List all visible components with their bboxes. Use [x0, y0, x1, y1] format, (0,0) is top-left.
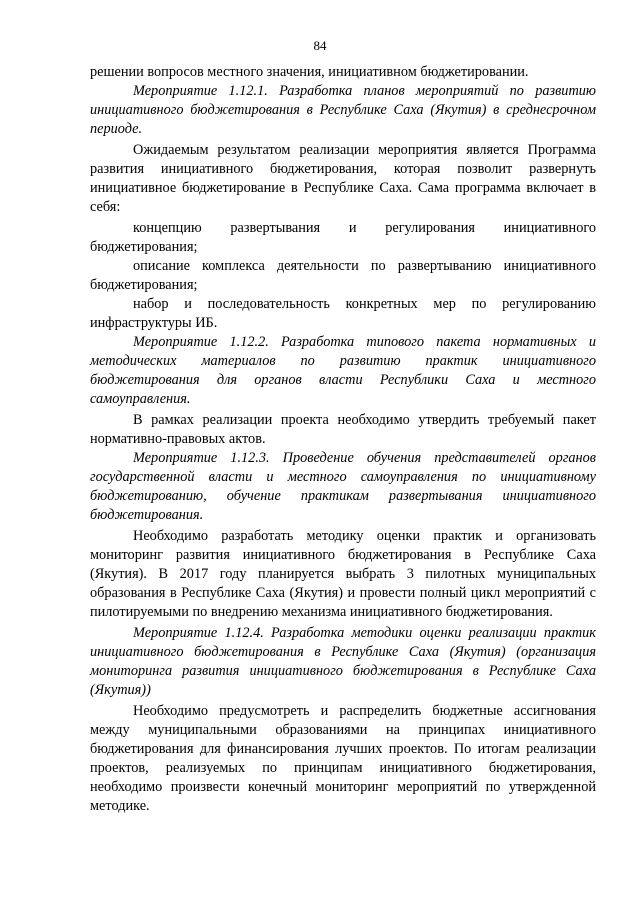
paragraph-continuation: решении вопросов местного значения, инициативном бюджетировании. — [90, 64, 529, 80]
list-item-measures: набор и последовательность конкретных мер по регулированию инфраструктуры ИБ. — [90, 296, 596, 331]
activity-1-12-1: Мероприятие 1.12.1. Разработка планов мероприятий по развитию инициативного бюджетирования в Республике Саха (Якутия) в среднесрочном периоде. — [90, 83, 596, 137]
legal-acts-paragraph: В рамках реализации проекта необходимо утвердить требуемый пакет нормативно-правовых актов. — [90, 412, 596, 447]
activity-1-12-2: Мероприятие 1.12.2. Разработка типового пакета нормативных и методических материалов по развитию практик инициативного бюджетирования для органов власти Республики Саха и местного самоуправления. — [90, 334, 596, 407]
activity-1-12-4: Мероприятие 1.12.4. Разработка методики оценки реализации практик инициативного бюджетирования в Республике Саха (Якутия) (организация мониторинга развития инициативного бюджетирования в Республике Саха (Якутия)) — [90, 625, 596, 698]
activity-1-12-3: Мероприятие 1.12.3. Проведение обучения представителей органов государственной власти и местного самоуправления по инициативному бюджетированию, обучение практикам развертывания инициативного бюджетирования. — [90, 450, 596, 523]
allocation-paragraph: Необходимо предусмотреть и распределить бюджетные ассигнования между муниципальными образованиями на принципах инициативного бюджетирования для финансирования лучших проектов. По итогам реализации проектов, реализуемых по принципам инициативного бюджетирования, необходимо произвести конечный мониторинг мероприятий по утвержденной методике. — [90, 703, 596, 814]
list-item-concept: концепцию развертывания и регулирования инициативного бюджетирования; — [90, 220, 596, 255]
document-body — [90, 63, 596, 816]
page-number: 84 — [313, 38, 327, 53]
list-item-description: описание комплекса деятельности по развертыванию инициативного бюджетирования; — [90, 258, 596, 293]
expected-result-paragraph: Ожидаемым результатом реализации мероприятия является Программа развития инициативного бюджетирования, которая позволит развернуть инициативное бюджетирование в Республике Саха. Сама программа включает в себя: — [90, 142, 596, 215]
methodology-paragraph: Необходимо разработать методику оценки практик и организовать мониторинг развития инициативного бюджетирования в Республике Саха (Якутия). В 2017 году планируется выбрать 3 пилотных муниципальных образования в Республике Саха (Якутия) и провести полный цикл мероприятий с пилотируемыми по внедрению механизма инициативного бюджетирования. — [90, 528, 596, 620]
